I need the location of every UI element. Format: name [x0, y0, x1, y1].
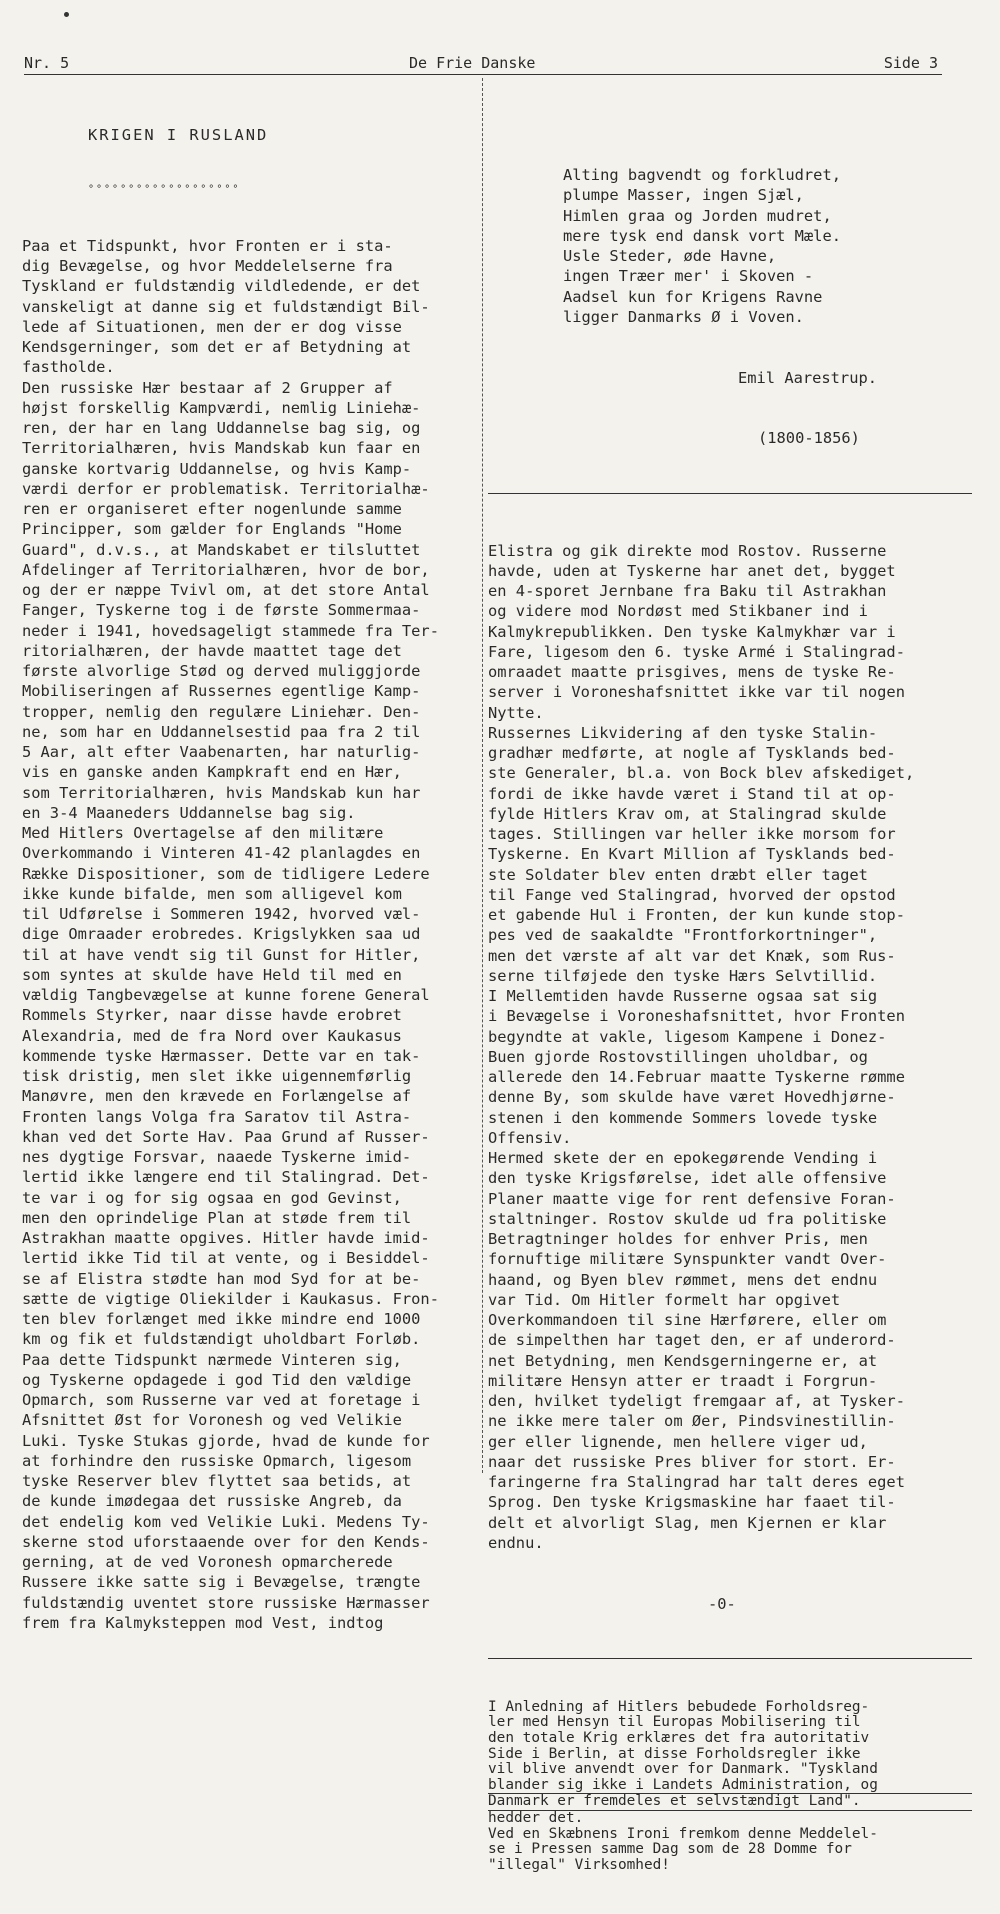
- poem-line: Alting bagvendt og forkludret,: [563, 166, 841, 184]
- text-line: men den oprindelige Plan at støde frem til: [22, 1208, 412, 1227]
- text-line: Elistra og gik direkte mod Rostov. Russerne: [488, 541, 887, 560]
- text-line: det endelig kom ved Velikie Luki. Medens Ty-: [22, 1512, 430, 1531]
- end-mark: -0-: [708, 1594, 736, 1613]
- poem-line: ligger Danmarks Ø i Voven.: [563, 307, 804, 326]
- text-line: fylde Hitlers Krav om, at Stalingrad skulde: [488, 804, 887, 823]
- text-line: Tyskland er fuldstændig vildledende, er det: [22, 277, 421, 296]
- text-line: staltninger. Rostov skulde ud fra politiske: [488, 1209, 887, 1228]
- text-line: khan ved det Sorte Hav. Paa Grund af Russer-: [22, 1127, 430, 1146]
- text-line: Med Hitlers Overtagelse af den militære: [22, 824, 384, 842]
- text-line: en 4-sporet Jernbane fra Baku til Astrakhan: [488, 582, 887, 600]
- poem-block: [488, 125, 972, 495]
- text-line: neder i 1941, hovedsageligt stammede fra Ter-: [22, 621, 439, 640]
- text-line: 5 Aar, alt efter Vaabenarten, har naturlig-: [22, 743, 421, 761]
- text-line: gerning, at de ved Voronesh opmarcherede: [22, 1553, 393, 1571]
- text-line: Russere ikke satte sig i Bevægelse, trængte: [22, 1573, 421, 1592]
- text-line: ste Soldater blev enten dræbt eller taget: [488, 865, 868, 884]
- notice-line: Side i Berlin, at disse Forholdsregler ikke: [488, 1745, 861, 1762]
- text-line: Principper, som gælder for Englands "Home: [22, 520, 402, 539]
- text-line: tropper, nemlig den regulære Liniehær. Den-: [22, 702, 421, 721]
- notice-line: hedder det.: [488, 1809, 584, 1826]
- text-line: som syntes at skulde have Held til med en: [22, 965, 402, 984]
- text-line: Tyskerne. En Kvart Million af Tysklands bed-: [488, 845, 896, 864]
- text-line: Paa et Tidspunkt, hvor Fronten er i sta-: [22, 236, 393, 255]
- notice-block: [488, 1700, 972, 1874]
- text-line: faringerne fra Stalingrad har talt deres eget: [488, 1473, 905, 1491]
- notice-line: ler med Hensyn til Europas Mobilisering til: [488, 1714, 861, 1731]
- text-line: gradhær medførte, at nogle af Tysklands bed-: [488, 744, 896, 762]
- text-line: Overkommandoen til sine Hærførere, eller om: [488, 1311, 887, 1329]
- notice-line: se i Pressen samme Dag som de 28 Domme for: [488, 1841, 852, 1858]
- text-line: Opmarch, som Russerne var ved at foretage i: [22, 1391, 421, 1409]
- text-line: haand, og Byen blev rømmet, mens det endnu: [488, 1270, 878, 1289]
- poem-text: [488, 165, 972, 327]
- text-line: km og fik et fuldstændigt uholdbart Forløb.: [22, 1330, 421, 1349]
- text-line: Rommels Styrker, naar disse havde erobret: [22, 1006, 402, 1025]
- text-line: en 3-4 Maaneders Uddannelse bag sig.: [22, 803, 356, 822]
- notice-line: "illegal" Virksomhed!: [488, 1856, 670, 1873]
- text-line: den, hvilket tydeligt fremgaar af, at Tysker-: [488, 1392, 905, 1410]
- text-line: Alexandria, med de fra Nord over Kaukasus: [22, 1026, 402, 1045]
- text-line: havde, uden at Tyskerne har anet det, bygget: [488, 561, 896, 580]
- text-line: højst forskellig Kampværdi, nemlig Liniehæ-: [22, 398, 421, 417]
- text-line: i Bevægelse i Voroneshafsnittet, hvor Fronten: [488, 1007, 905, 1026]
- text-line: ritorialhæren, der havde maattet tage det: [22, 641, 402, 660]
- text-line: Buen gjorde Rostovstillingen uholdbar, og: [488, 1047, 868, 1066]
- notice-line: blander sig ikke i Landets Administration, og: [488, 1778, 972, 1795]
- text-line: og der er næppe Tvivl om, at det store Antal: [22, 581, 430, 599]
- text-line: ste Generaler, bl.a. von Bock blev afskediget,: [488, 764, 915, 783]
- poem-line: ingen Træer mer' i Skoven -: [563, 267, 814, 286]
- text-line: Mobiliseringen af Russernes egentlige Kamp-: [22, 682, 421, 701]
- text-line: begyndte at vakle, ligesom Kampene i Donez-: [488, 1027, 887, 1046]
- text-line: ren er organiseret efter nogenlunde samme: [22, 500, 402, 518]
- text-line: denne By, som skulde have været Hovedhjørne-: [488, 1088, 896, 1107]
- text-line: Guard", d.v.s., at Mandskabet er tilsluttet: [22, 540, 421, 559]
- poem-line: plumpe Masser, ingen Sjæl,: [563, 186, 804, 205]
- text-line: ganske kortvarig Uddannelse, og hvis Kamp-: [22, 459, 412, 478]
- text-line: Planer maatte vige for rent defensive Foran-: [488, 1189, 896, 1208]
- text-line: militære Hensyn atter er traadt i Forgrun-: [488, 1371, 878, 1390]
- text-line: lertid ikke længere end til Stalingrad. Det-: [22, 1168, 430, 1187]
- page-number: Side 3: [883, 54, 938, 72]
- text-line: at forhindre den russiske Opmarch, ligesom: [22, 1451, 412, 1470]
- text-line: allerede den 14.Februar maatte Tyskerne rømme: [488, 1068, 905, 1086]
- text-line: ger eller lignende, men hellere viger ud,: [488, 1432, 868, 1451]
- text-line: net Betydning, men Kendsgerningerne er, at: [488, 1351, 878, 1370]
- poem-author: Emil Aarestrup.: [738, 368, 877, 387]
- text-line: og Tyskerne opdagede i god Tid den vældige: [22, 1370, 412, 1389]
- text-line: skerne stod uforstaaende over for den Kends-: [22, 1532, 430, 1551]
- column-divider: [482, 78, 483, 1473]
- text-line: server i Voroneshafsnittet ikke var til nogen: [488, 683, 905, 702]
- text-line: Afdelinger af Territorialhæren, hvor de bor,: [22, 560, 430, 579]
- text-line: første alvorlige Stød og derved muliggjorde: [22, 662, 421, 680]
- article-left-text: [22, 236, 478, 1633]
- article-right-text: [488, 541, 972, 1554]
- text-line: til at have vendt sig til Gunst for Hitler,: [22, 945, 421, 964]
- text-line: Paa dette Tidspunkt nærmede Vinteren sig,: [22, 1350, 402, 1369]
- text-line: de simpelthen har taget den, er af underord-: [488, 1331, 896, 1350]
- text-line: I Mellemtiden havde Russerne ogsaa sat sig: [488, 987, 878, 1005]
- notice-line: Danmark er fremdeles et selvstændigt Land".: [488, 1794, 972, 1811]
- text-line: pes ved de saakaldte "Frontforkortninger",: [488, 926, 878, 945]
- page-header: [24, 52, 942, 75]
- text-line: delt et alvorligt Slag, men Kjernen er klar: [488, 1513, 887, 1532]
- text-line: kommende tyske Hærmasser. Dette var en tak-: [22, 1046, 421, 1065]
- text-line: til Udførelse i Sommeren 1942, hvorved væl-: [22, 905, 421, 923]
- text-line: fornuftige militære Synspunkter vandt Over-: [488, 1250, 887, 1269]
- poem-line: Usle Steder, øde Havne,: [563, 247, 777, 265]
- text-line: serne tilføjede den tyske Hærs Selvtillid.: [488, 966, 878, 985]
- text-line: værdi derfor er problematisk. Territorialhæ-: [22, 479, 430, 498]
- text-line: ikke kunde bifalde, men som alligevel kom: [22, 884, 402, 903]
- text-line: frem fra Kalmyksteppen mod Vest, indtog: [22, 1613, 384, 1632]
- issue-number: Nr. 5: [24, 54, 70, 72]
- text-line: tages. Stillingen var heller ikke morsom for: [488, 825, 896, 843]
- notice-line: vil blive anvendt over for Danmark. "Tyskland: [488, 1761, 878, 1778]
- text-line: fastholde.: [22, 358, 115, 377]
- notice-separator: [488, 1658, 972, 1659]
- notice-line: I Anledning af Hitlers bebudede Forholdsreg-: [488, 1698, 870, 1715]
- text-line: vanskeligt at danne sig et fuldstændigt Bil-: [22, 297, 430, 316]
- text-line: Nytte.: [488, 703, 544, 722]
- poem-line: Aadsel kun for Krigens Ravne: [563, 287, 823, 306]
- text-line: Afsnittet Øst for Voronesh og ved Velikie: [22, 1411, 402, 1430]
- poem-years: (1800-1856): [758, 429, 860, 448]
- text-line: et gabende Hul i Fronten, der kun kunde stop-: [488, 906, 905, 924]
- text-line: Russernes Likvidering af den tyske Stalin-: [488, 723, 878, 742]
- text-line: Den russiske Hær bestaar af 2 Grupper af: [22, 378, 393, 397]
- text-line: ren, der har en lang Uddannelse bag sig, og: [22, 419, 421, 437]
- text-line: som Territorialhæren, hvis Mandskab kun har: [22, 783, 421, 802]
- newspaper-name: De Frie Danske: [409, 54, 536, 72]
- text-line: Kendsgerninger, som det er af Betydning at: [22, 338, 412, 356]
- text-line: til Fange ved Stalingrad, hvorved der opstod: [488, 885, 896, 904]
- left-column: [22, 84, 478, 1674]
- text-line: sætte de vigtige Oliekilder i Kaukasus. Fron-: [22, 1289, 439, 1308]
- text-line: Territorialhæren, hvis Mandskab kun faar en: [22, 439, 421, 458]
- text-line: Offensiv.: [488, 1128, 572, 1147]
- text-line: Fanger, Tyskerne tog i de første Sommermaa-: [22, 601, 421, 620]
- text-line: fuldstændig uventet store russiske Hærmasser: [22, 1593, 430, 1612]
- text-line: se af Elistra stødte han mod Syd for at be-: [22, 1269, 421, 1288]
- text-line: Manøvre, men den krævede en Forlængelse af: [22, 1087, 412, 1106]
- text-line: lede af Situationen, men der er dog visse: [22, 317, 402, 336]
- text-line: omraadet maatte prisgives, mens de tyske Re-: [488, 663, 896, 681]
- text-line: te var i og for sig ogsaa en god Gevinst,: [22, 1188, 402, 1207]
- text-line: tisk dristig, men slet ikke uigennemførlig: [22, 1067, 412, 1085]
- text-line: Overkommando i Vinteren 41-42 planlagdes en: [22, 844, 421, 863]
- text-line: dige Omraader erobredes. Krigslykken saa ud: [22, 925, 421, 944]
- title-underline: °°°°°°°°°°°°°°°°°°°: [88, 184, 241, 196]
- text-line: stenen i den kommende Sommers lovede tyske: [488, 1108, 878, 1127]
- text-line: var Tid. Om Hitler formelt har opgivet: [488, 1290, 841, 1309]
- text-line: og videre mod Nordøst med Stikbaner ind i: [488, 602, 868, 621]
- text-line: Fare, ligesom den 6. tyske Armé i Stalingrad-: [488, 642, 905, 661]
- text-line: Hermed skete der en epokegørende Vending i: [488, 1149, 878, 1167]
- text-line: Sprog. Den tyske Krigsmaskine har faaet til-: [488, 1493, 896, 1512]
- text-line: fordi de ikke havde været i Stand til at op-: [488, 784, 896, 803]
- text-line: de kunde imødegaa det russiske Angreb, da: [22, 1492, 402, 1511]
- text-line: ne, som har en Uddannelsestid paa fra 2 til: [22, 722, 421, 741]
- text-line: naar det russiske Pres bliver for stort. Er-: [488, 1452, 896, 1471]
- text-line: lertid ikke Tid til at vente, og i Besiddel-: [22, 1249, 430, 1268]
- text-line: Række Dispositioner, som de tidligere Ledere: [22, 864, 430, 883]
- text-line: dig Bevægelse, og hvor Meddelelserne fra: [22, 257, 393, 275]
- poem-line: Himlen graa og Jorden mudret,: [563, 206, 832, 225]
- text-line: vældig Tangbevægelse at kunne forene General: [22, 986, 430, 1004]
- ink-speck: [64, 12, 69, 17]
- right-column: [488, 84, 972, 1914]
- text-line: Kalmykrepublikken. Den tyske Kalmykhær var i: [488, 622, 896, 641]
- poem-line: mere tysk end dansk vort Mæle.: [563, 226, 841, 245]
- text-line: ne ikke mere taler om Øer, Pindsvinestillin-: [488, 1412, 896, 1431]
- text-line: den tyske Krigsførelse, idet alle offensive: [488, 1169, 887, 1188]
- text-line: tyske Reserver blev flyttet saa betids, at: [22, 1472, 412, 1490]
- text-line: vis en ganske anden Kampkraft end en Hær,: [22, 763, 402, 782]
- text-line: nes dygtige Forsvar, naaede Tyskerne imid-: [22, 1148, 412, 1166]
- text-line: Fronten langs Volga fra Saratov til Astra-: [22, 1107, 412, 1126]
- text-line: men det værste af alt var det Knæk, som Rus-: [488, 946, 896, 965]
- text-line: Betragtninger holdes for enhver Pris, men: [488, 1230, 868, 1248]
- notice-line: den totale Krig erklæres det fra autoritativ: [488, 1729, 870, 1746]
- text-line: ten blev forlænget med ikke mindre end 1000: [22, 1310, 421, 1328]
- article-title: KRIGEN I RUSLAND: [88, 125, 269, 144]
- text-line: Luki. Tyske Stukas gjorde, hvad de kunde for: [22, 1431, 430, 1450]
- notice-line: Ved en Skæbnens Ironi fremkom denne Meddelel-: [488, 1825, 878, 1842]
- text-line: Astrakhan maatte opgives. Hitler havde imid-: [22, 1229, 430, 1247]
- text-line: endnu.: [488, 1533, 544, 1552]
